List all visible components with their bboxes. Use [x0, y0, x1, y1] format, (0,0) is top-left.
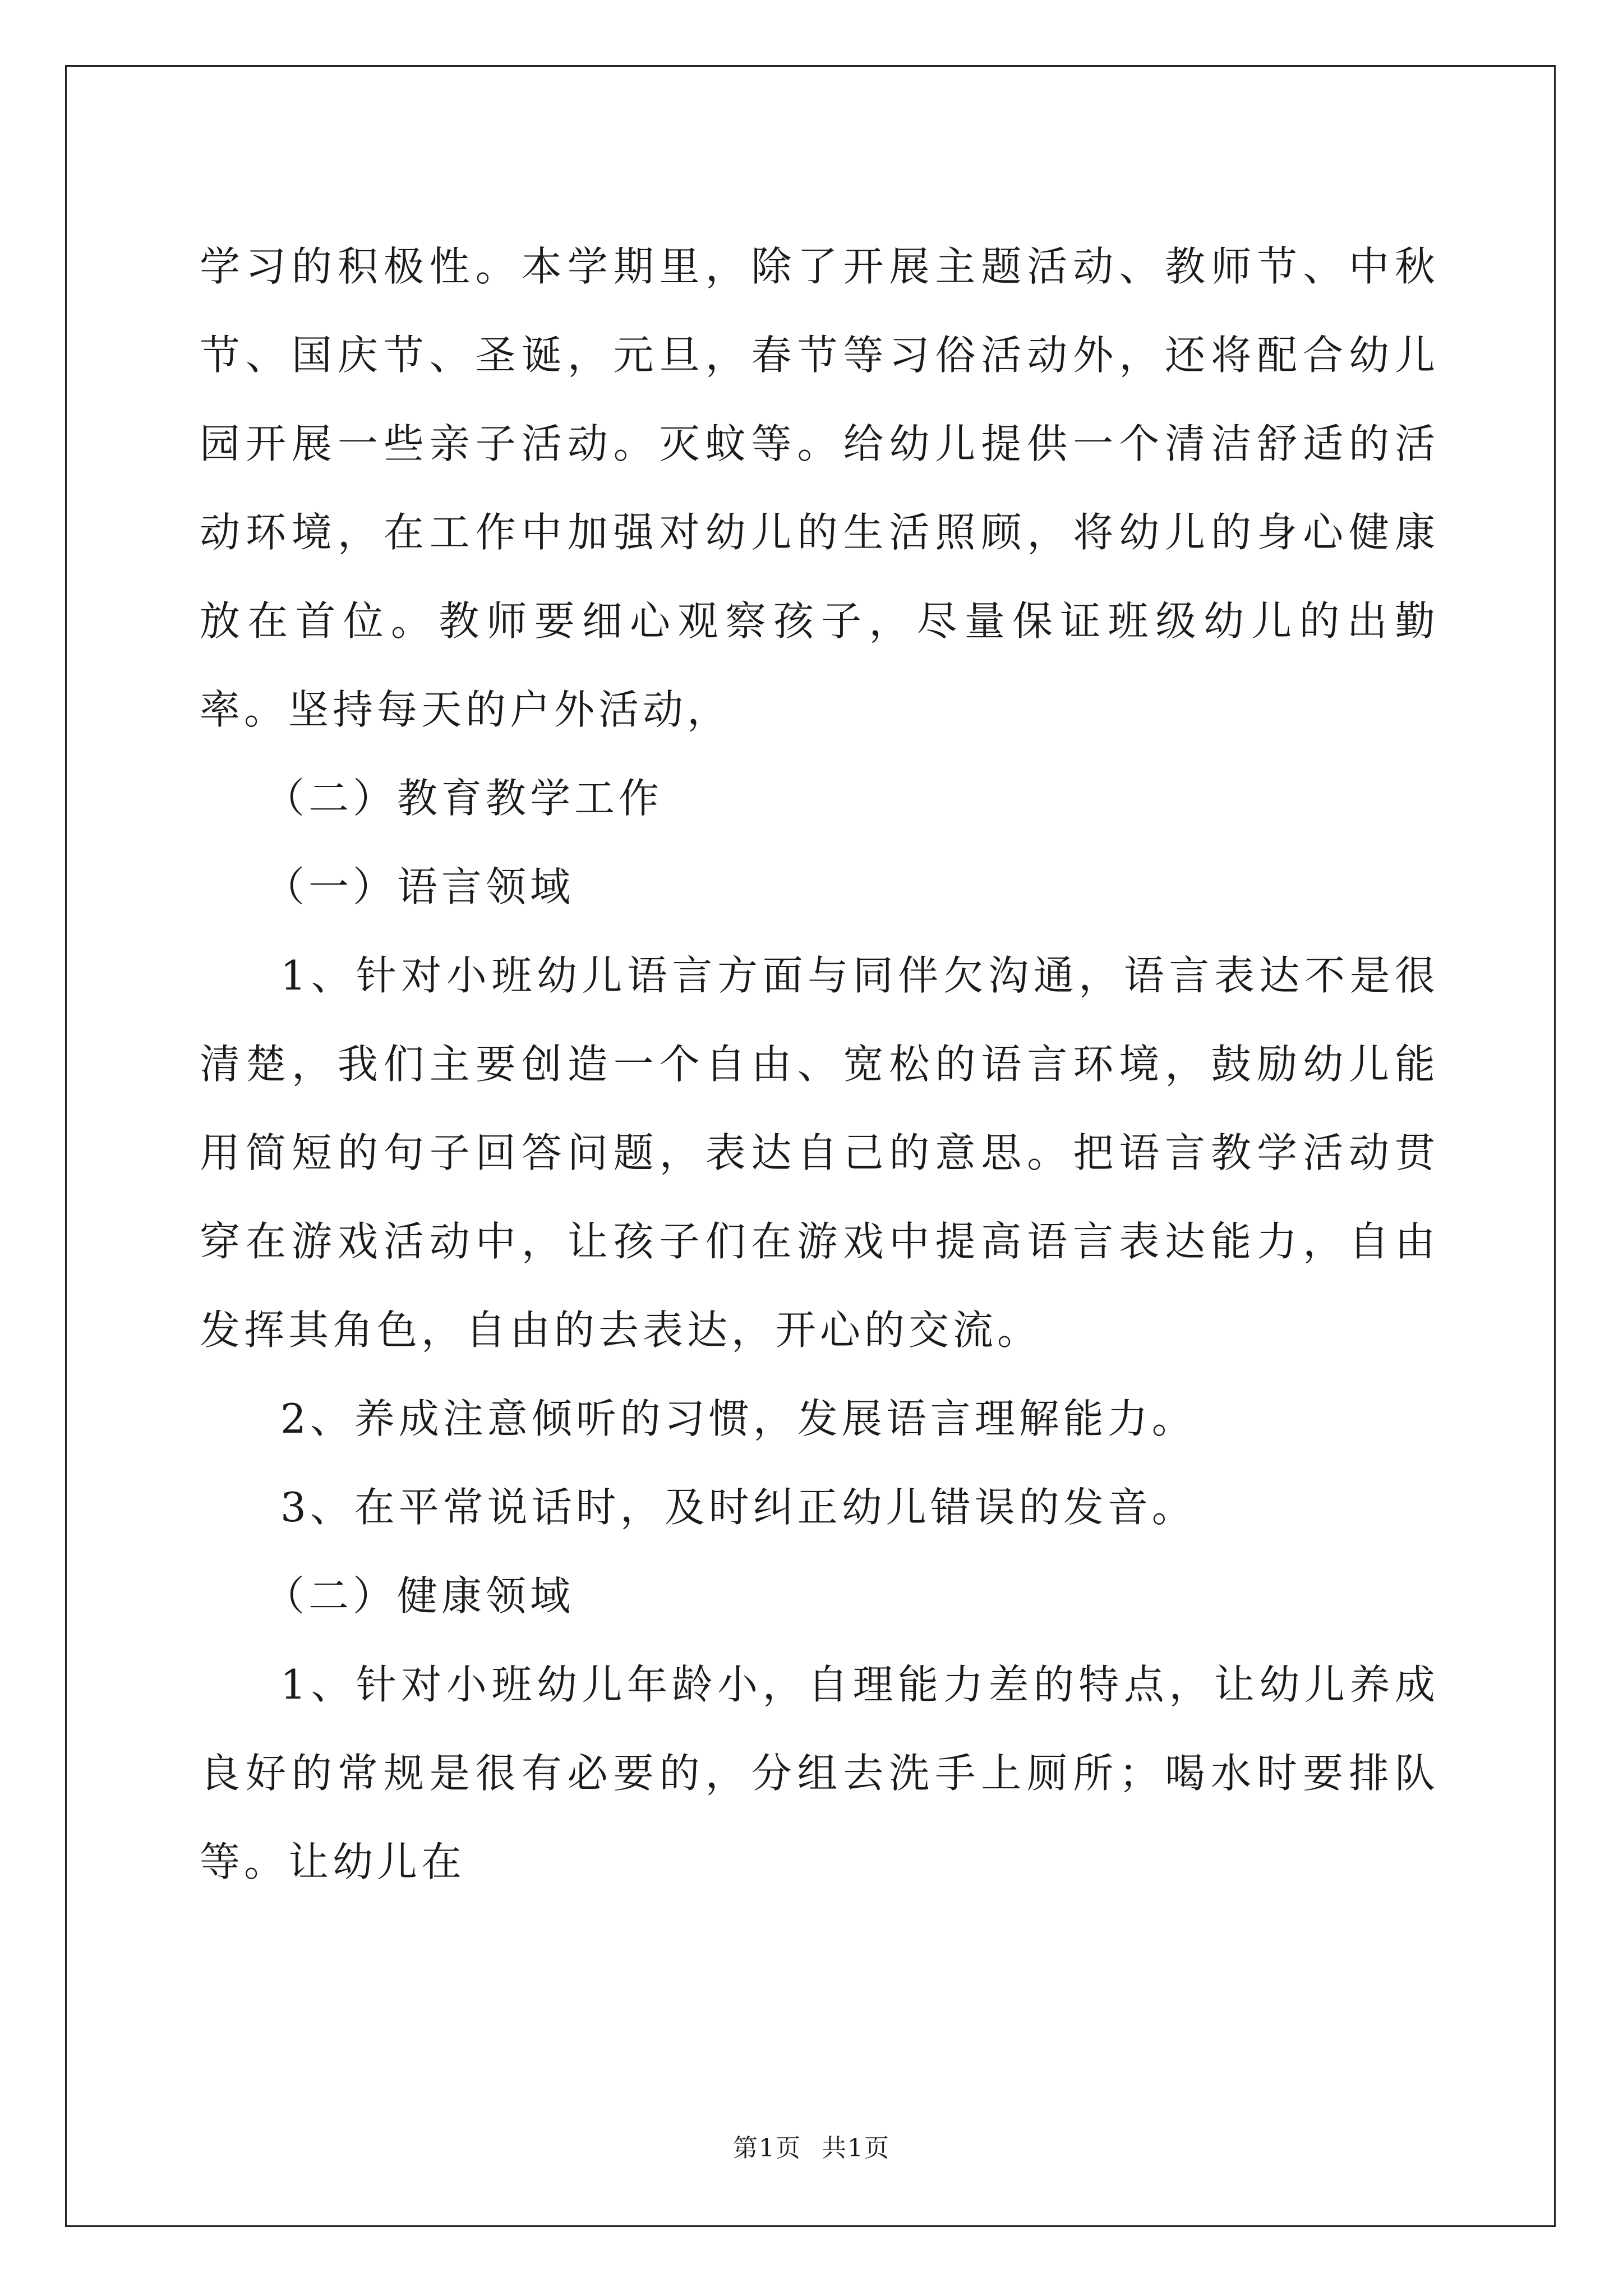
section-heading-teaching-work: （二）教育教学工作: [264, 775, 663, 822]
subsection-heading-health: （二）健康领域: [264, 1572, 575, 1619]
paragraph-activities: 学习的积极性。本学期里，除了开展主题活动、教师节、中秋节、国庆节、圣诞，元旦，春节等习俗活动外，还将配合幼儿园开展一些亲子活动。灭蚊等。给幼儿提供一个清洁舒适的活动环境，在工作中加强对幼儿的生活照顾，将幼儿的身心健康放在首位。教师要细心观察孩子，尽量保证班级幼儿的出勤率。坚持每天的户外活动，: [200, 243, 1439, 733]
subsection-heading-language: （一）语言领域: [264, 863, 575, 910]
page-total: 共1页: [822, 2134, 890, 2162]
paragraph-health-1: 1、针对小班幼儿年龄小，自理能力差的特点，让幼儿养成良好的常规是很有必要的，分组去洗手上厕所；喝水时要排队等。让幼儿在: [200, 1661, 1439, 1885]
paragraph-language-1: 1、针对小班幼儿语言方面与同伴欠沟通，语言表达不是很清楚，我们主要创造一个自由、宽松的语言环境，鼓励幼儿能用简短的句子回答问题，表达自己的意思。把语言教学活动贯穿在游戏活动中，让孩子们在游戏中提高语言表达能力，自由发挥其角色，自由的去表达，开心的交流。: [200, 952, 1439, 1354]
page-footer: [0, 2132, 1623, 2165]
paragraph-language-3: 3、在平常说话时，及时纠正幼儿错误的发音。: [280, 1484, 1196, 1531]
document-body: [200, 222, 1439, 1906]
paragraph-language-2: 2、养成注意倾听的习惯，发展语言理解能力。: [280, 1395, 1196, 1442]
page-number: 第1页: [733, 2134, 801, 2162]
